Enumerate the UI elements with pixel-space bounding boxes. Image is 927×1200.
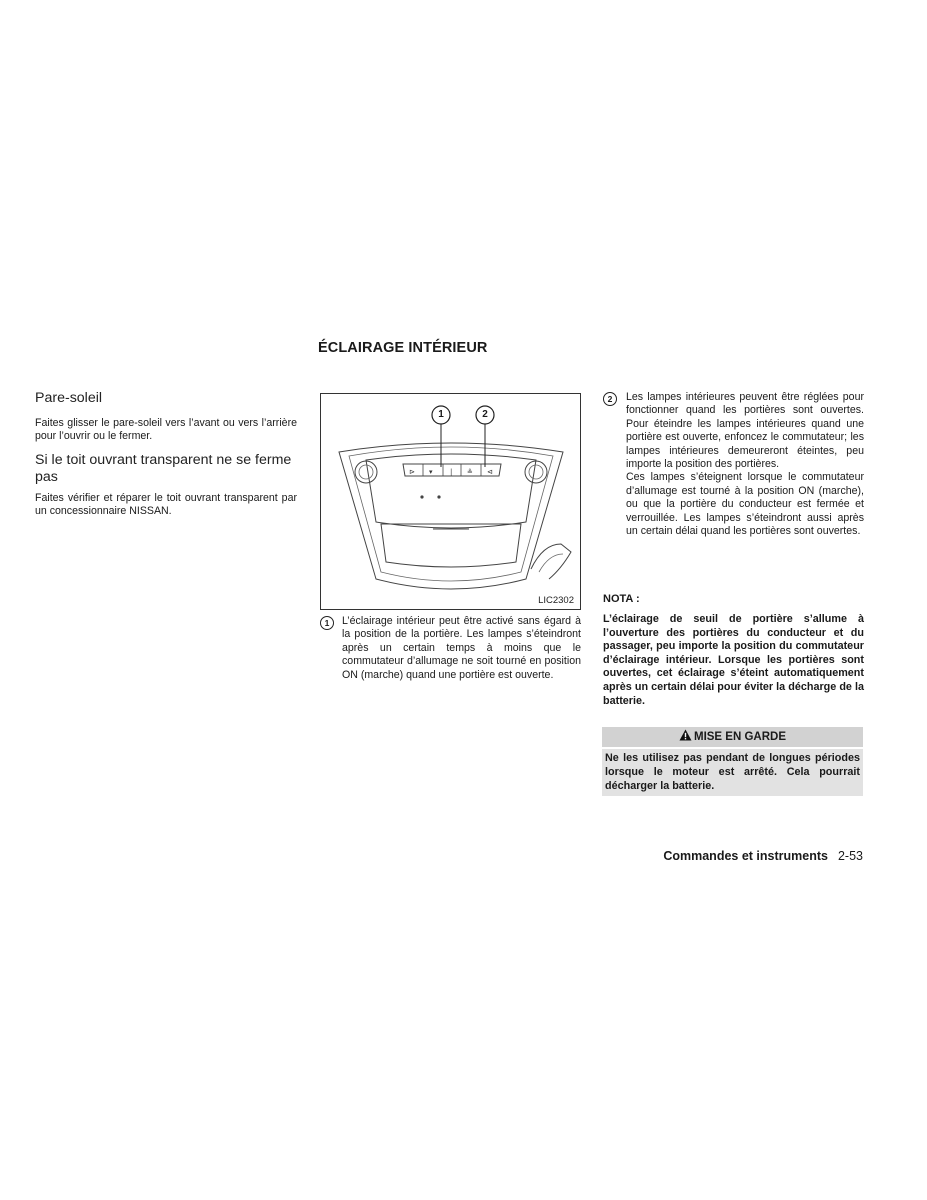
para-moonroof: Faites vérifier et réparer le toit ouvrant transparent par un concessionnaire NISSAN.	[35, 491, 297, 518]
warning-box	[602, 727, 863, 796]
warning-triangle-icon	[679, 729, 692, 741]
svg-text:|: |	[450, 468, 453, 476]
nota-label: NOTA :	[603, 593, 640, 605]
overhead-console-illustration	[321, 394, 580, 609]
warning-text: Ne les utilisez pas pendant de longues périodes lorsque le moteur est arrêté. Cela pourrait décharger la batterie.	[602, 749, 863, 796]
page-footer	[663, 849, 863, 863]
nota-text: L’éclairage de seuil de portière s’allume à l’ouverture des portières du conducteur et du passager, peu importe la position du commutateur d’éclairage intérieur. Lorsque les portières sont ouvertes, cet éclairage s’éteint automatiquement après un certain délai pour éviter la décharge de la batterie.	[603, 613, 864, 707]
item-1-number: 1	[320, 616, 334, 630]
section-title: ÉCLAIRAGE INTÉRIEUR	[318, 340, 488, 356]
callout-1-label: 1	[438, 409, 444, 420]
item-2-number: 2	[603, 392, 617, 406]
heading-sun-visor: Pare-soleil	[35, 390, 103, 406]
item-2-text-para1: Les lampes intérieures peuvent être réglées pour fonctionner quand les portières sont ouvertes. Pour éteindre les lampes intérieures quand une portière est ouverte, enfoncez le commutateur; les lampes intérieures demeureront éteintes, peu importe la position des portières.	[626, 391, 864, 471]
nota-block	[603, 593, 864, 708]
figure-caption: LIC2302	[538, 595, 574, 606]
footer-chapter: Commandes et instruments	[663, 849, 828, 863]
item-2-text-para2: Ces lampes s’éteignent lorsque le commutateur d’allumage est tourné à la position ON (marche), ou que la portière du conducteur est fermée et verrouillée. Les lampes s’éteindront aussi après un certain délai quand les portières sont ouvertes.	[626, 471, 864, 538]
left-column	[35, 390, 297, 527]
para-sun-visor: Faites glisser le pare-soleil vers l’avant ou vers l’arrière pour l’ouvrir ou le fermer.	[35, 417, 297, 443]
warning-header	[602, 727, 863, 747]
item-2-text	[626, 391, 864, 538]
svg-text:⊲: ⊲	[487, 468, 493, 476]
footer-page-number: 2-53	[837, 849, 863, 863]
svg-text:≗: ≗	[467, 468, 473, 476]
callout-2-label: 2	[482, 409, 488, 420]
warning-title: MISE EN GARDE	[693, 731, 786, 743]
svg-text:⊳: ⊳	[409, 468, 415, 476]
heading-moonroof: Si le toit ouvrant transparent ne se ferme pas	[35, 451, 292, 485]
interior-light-figure	[320, 393, 581, 610]
item-1-text: L’éclairage intérieur peut être activé sans égard à la position de la portière. Les lampes s’éteindront après un certain temps à moins que le commutateur d’allumage ne soit tourné en position ON (marche) quand une portière est ouverte.	[342, 615, 581, 681]
svg-text:▾: ▾	[429, 468, 433, 476]
